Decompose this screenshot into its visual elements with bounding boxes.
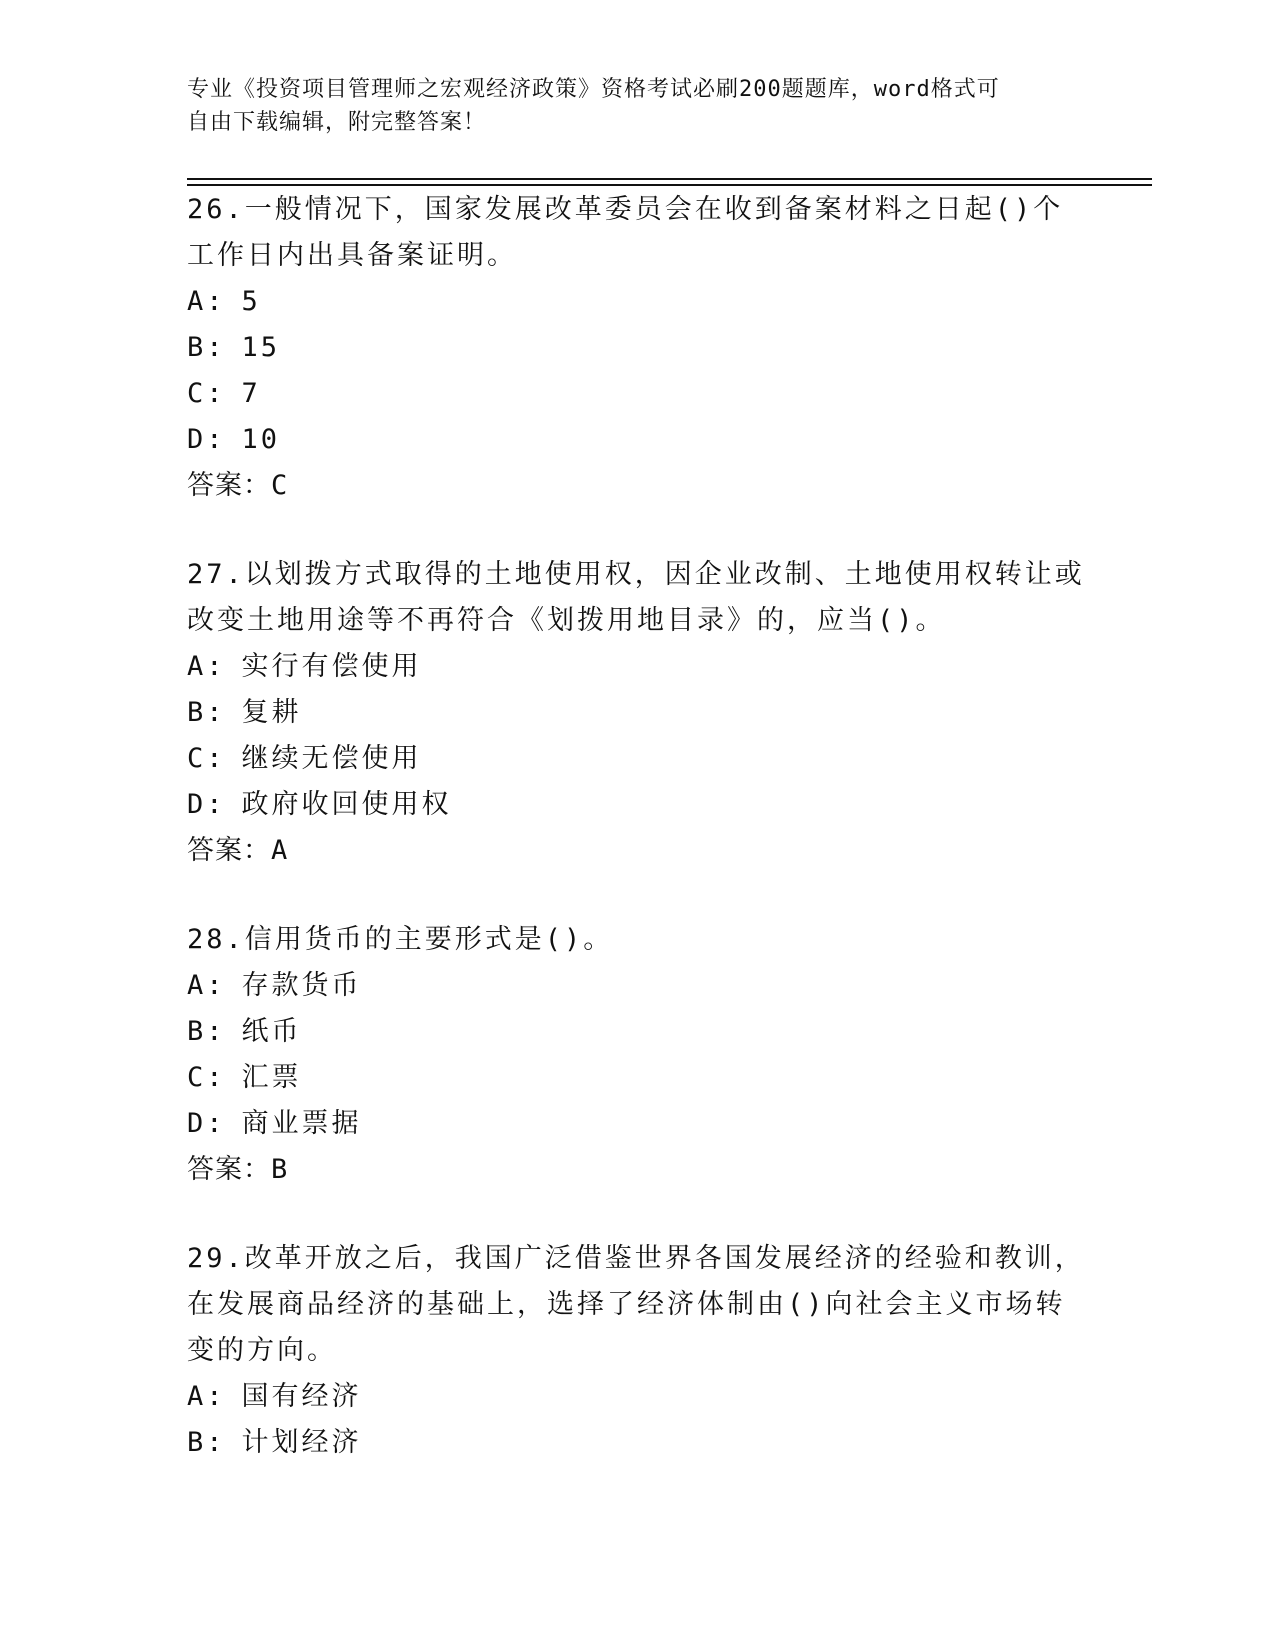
answer-line: [187, 1147, 1087, 1193]
option-c: [187, 371, 1087, 417]
answer-line: [187, 828, 1087, 874]
option-letter: B:: [187, 332, 226, 363]
option-text: 7: [241, 378, 261, 409]
option-letter: A:: [187, 970, 226, 1001]
question-stem: 28.信用货币的主要形式是()。: [187, 924, 614, 955]
option-text: 继续无偿使用: [241, 743, 422, 774]
option-a: [187, 1374, 1087, 1420]
option-letter: B:: [187, 697, 226, 728]
option-letter: C:: [187, 1062, 226, 1093]
option-text: 存款货币: [241, 970, 362, 1001]
question-29: [187, 1236, 1087, 1466]
option-text: 汇票: [241, 1062, 302, 1093]
option-b: [187, 325, 1087, 371]
option-text: 10: [241, 424, 281, 455]
option-text: 15: [241, 332, 281, 363]
option-d: [187, 417, 1087, 463]
option-b: [187, 1009, 1087, 1055]
option-letter: A:: [187, 286, 226, 317]
option-text: 5: [241, 286, 261, 317]
option-letter: C:: [187, 743, 226, 774]
option-a: [187, 644, 1087, 690]
option-letter: D:: [187, 1108, 226, 1139]
answer-value: A: [271, 835, 289, 866]
question-27: [187, 552, 1087, 874]
option-text: 政府收回使用权: [241, 789, 452, 820]
header-divider-top: [187, 178, 1152, 180]
option-text: 计划经济: [241, 1427, 362, 1458]
header-line-1: 专业《投资项目管理师之宏观经济政策》资格考试必刷200题题库，word格式可: [187, 77, 1000, 102]
option-letter: B:: [187, 1427, 226, 1458]
header-divider-bottom: [187, 184, 1152, 186]
header-line-2: 自由下载编辑，附完整答案！: [187, 110, 487, 135]
question-28: [187, 917, 1087, 1193]
option-a: [187, 279, 1087, 325]
option-letter: A:: [187, 651, 226, 682]
answer-label: 答案：: [187, 1154, 271, 1185]
question-stem: 27.以划拨方式取得的土地使用权，因企业改制、土地使用权转让或改变土地用途等不再符合《划拨用地目录》的，应当()。: [187, 559, 1085, 636]
option-b: [187, 690, 1087, 736]
option-letter: A:: [187, 1381, 226, 1412]
option-text: 商业票据: [241, 1108, 362, 1139]
answer-label: 答案：: [187, 835, 271, 866]
option-text: 纸币: [241, 1016, 302, 1047]
option-text: 实行有偿使用: [241, 651, 422, 682]
option-c: [187, 1055, 1087, 1101]
question-stem: 26.一般情况下，国家发展改革委员会在收到备案材料之日起()个工作日内出具备案证明。: [187, 194, 1064, 271]
option-d: [187, 782, 1087, 828]
option-c: [187, 736, 1087, 782]
option-text: 国有经济: [241, 1381, 362, 1412]
answer-label: 答案：: [187, 470, 271, 501]
option-a: [187, 963, 1087, 1009]
option-letter: C:: [187, 378, 226, 409]
option-text: 复耕: [241, 697, 302, 728]
question-26: [187, 187, 1087, 509]
option-b: [187, 1420, 1087, 1466]
option-letter: D:: [187, 789, 226, 820]
document-header: [187, 73, 1067, 139]
answer-value: B: [271, 1154, 289, 1185]
answer-value: C: [271, 470, 289, 501]
option-letter: B:: [187, 1016, 226, 1047]
question-stem: 29.改革开放之后，我国广泛借鉴世界各国发展经济的经验和教训，在发展商品经济的基础上，选择了经济体制由()向社会主义市场转变的方向。: [187, 1243, 1085, 1366]
answer-line: [187, 463, 1087, 509]
option-d: [187, 1101, 1087, 1147]
option-letter: D:: [187, 424, 226, 455]
